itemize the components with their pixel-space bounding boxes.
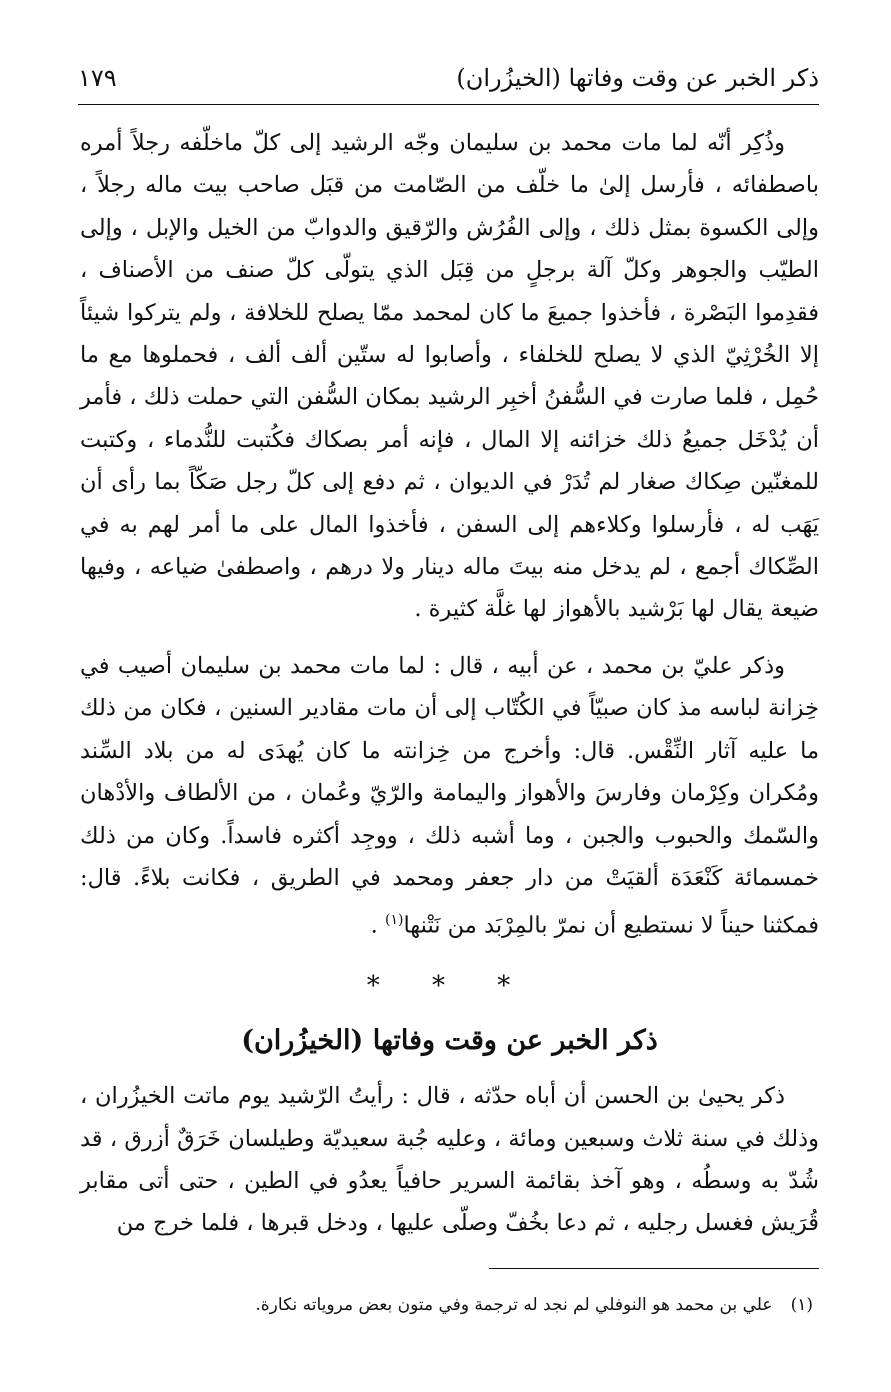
section-heading: ذكر الخبر عن وقت وفاتها (الخيزُران) xyxy=(241,1025,658,1057)
paragraph-end: . xyxy=(370,912,385,939)
page-header xyxy=(78,58,819,98)
footnote-text: علي بن محمد هو النوفلي لم نجد له ترجمة وفي متون بعض مروياته نكارة. xyxy=(255,1295,773,1315)
footnote-divider xyxy=(489,1268,819,1269)
footnote xyxy=(80,1292,813,1318)
paragraph: وذُكِر أنّه لما مات محمد بن سليمان وجّه الرشيد إلى كلّ ماخلّفه رجلاً أمره باصطفائه ، فأرسل إلىٰ ما خلّف من الصّامت من قبَل صاحب بيت ماله رجلاً ، وإلى الكسوة بمثل ذلك ، وإلى الفُرُش والرّقيق والدوابّ من الخيل والإبل ، وإلى الطيّب والجوهر وكلّ آلة برجلٍ من قِبَل الذي يتولّى كلّ صنف من الأصناف ، فقدِموا البَصْرة ، فأخذوا جميعَ ما كان لمحمد ممّا يصلح للخلافة ، ولم يتركوا شيئاً إلا الخُرْثِيّ الذي لا يصلح للخلفاء ، وأصابوا له ستّين ألف ألف ، فحملوها مع ما حُمِل ، فلما صارت في السُّفنُ أخبِر الرشيد بمكان السُّفن التي حملت ذلك ، فأمر أن يُدْخَل جميعُ ذلك خزائنه إلا المال ، فإنه أمر بصكاك فكُتبت للنُّدماء ، وكتبت للمغنّين صِكاك صغار لم تُدَرْ في الديوان ، ثم دفع إلى كلّ رجل صَكّاً بما رأى أن يَهَب له ، فأرسلوا وكلاءهم إلى السفن ، فأخذوا المال على ما أمر لهم به في الصِّكاك أجمع ، لم يدخل منه بيتَ ماله دينار ولا درهم ، واصطفىٰ ضياعه ، وفيها ضيعة يقال لها بَرْشيد بالأهواز لها غلَّة كثيرة . xyxy=(80,130,819,623)
main-text xyxy=(80,122,819,1245)
running-title: ذكر الخبر عن وقت وفاتها (الخيزُران) xyxy=(456,64,819,92)
paragraph: ذكر يحيىٰ بن الحسن أن أباه حدّثه ، قال : رأيتُ الرّشيد يوم ماتت الخيزُران ، وذلك في سنة ثلاث وسبعين ومائة ، وعليه جُبة سعيديّة وطيلسان خَرَقٌ أزرق ، قد شُدّ به وسطُه ، وهو آخذ بقائمة السرير حافياً يعدُو في الطين ، حتى أتى مقابر قُرَيش فغسل رجليه ، ثم دعا بخُفّ وصلّى عليها ، ودخل قبرها ، فلما خرج من xyxy=(80,1083,819,1237)
paragraph xyxy=(80,645,819,947)
page-number: ١٧٩ xyxy=(78,64,117,92)
paragraph-text: وذكر عليّ بن محمد ، عن أبيه ، قال : لما مات محمد بن سليمان أصيب في خِزانة لباسه مذ كان صبيّاً في الكُتّاب إلى أن مات مقادير السنين ، فكان من ذلك ما عليه آثار النِّقْس. قال: وأخرج من خِزانته ما كان يُهدَى له من بلاد السِّند ومُكران وكِرْمان وفارسَ والأهواز واليمامة والرّيّ وعُمان ، من الألطاف والأدْهان والسّمك والحبوب والجبن ، وما أشبه ذلك ، ووجِد أكثره فاسداً. وكان من ذلك خمسمائة كَنْعَدَة ألقيَتْ من دار جعفر ومحمد في الطريق ، فكانت بلاءً. قال: فمكثنا حيناً لا نستطيع أن نمرّ بالمِرْبَد من نَتْنها xyxy=(80,652,819,939)
header-divider xyxy=(78,104,819,105)
footnote-reference: (١) xyxy=(384,912,404,929)
footnote-marker: (١) xyxy=(790,1295,813,1315)
section-separator: * * * xyxy=(366,971,533,1002)
